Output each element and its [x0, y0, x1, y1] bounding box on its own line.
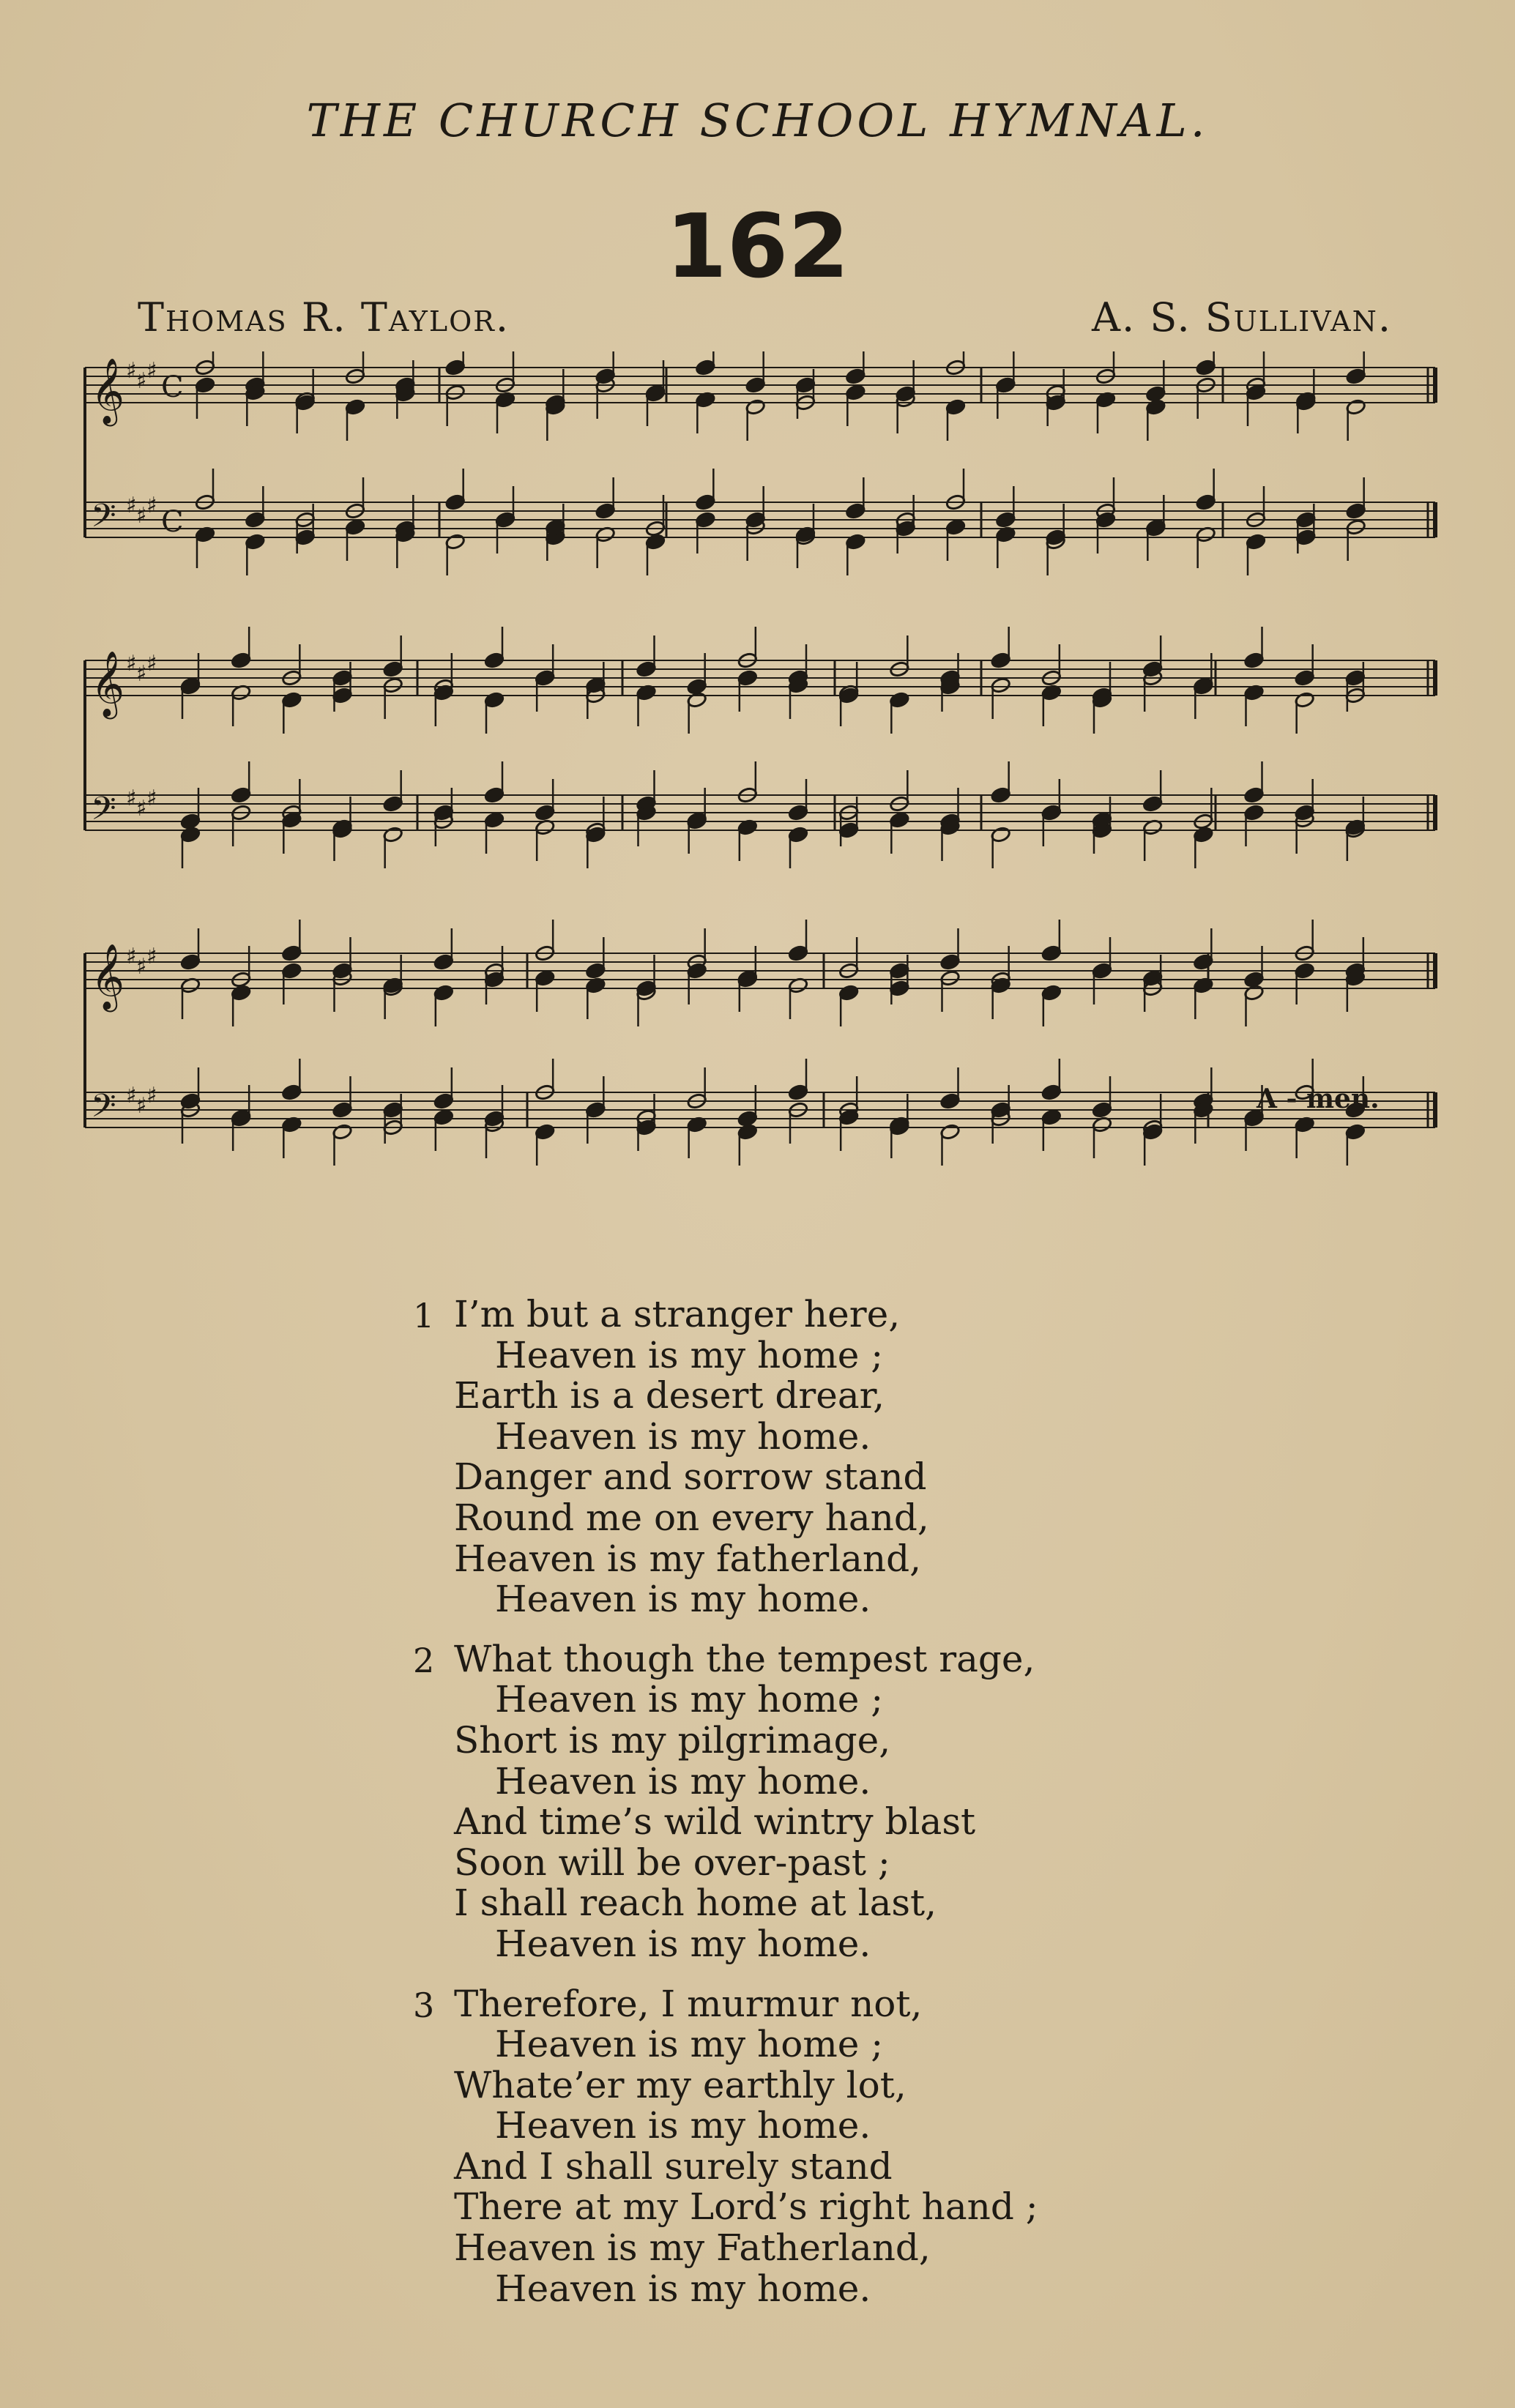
verse-2: [413, 1637, 1038, 1965]
verse-line: Whate’er my earthly lot,: [454, 2063, 907, 2106]
sharp-icon: ♯: [126, 651, 137, 676]
verse-line: Soon will be over-past ;: [454, 1841, 890, 1884]
time-signature: C: [161, 505, 184, 539]
verse-line: I shall reach home at last,: [454, 1882, 937, 1925]
verse-line: Heaven is my Fatherland,: [454, 2226, 931, 2270]
verse-line: Heaven is my home ;: [495, 1678, 884, 1721]
verse-line: Heaven is my home.: [495, 2267, 871, 2310]
sharp-icon: ♯: [136, 368, 147, 394]
verse-line: Heaven is my home ;: [495, 1333, 884, 1376]
sharp-icon: ♯: [136, 661, 147, 687]
sharp-icon: ♯: [126, 358, 137, 384]
verse-line: Round me on every hand,: [454, 1496, 929, 1539]
running-head: THE CHURCH SCHOOL HYMNAL.: [306, 94, 1209, 147]
sharp-icon: ♯: [126, 1083, 137, 1108]
verse-number: 1: [413, 1296, 435, 1335]
verse-line: And time’s wild wintry blast: [454, 1800, 976, 1844]
treble-clef-icon: 𝄞: [91, 358, 125, 424]
sharp-icon: ♯: [136, 954, 147, 980]
verse-line: There at my Lord’s right hand ;: [454, 2185, 1038, 2229]
time-signature: C: [161, 370, 184, 404]
hymn-number: 162: [666, 196, 849, 298]
verse-line: Heaven is my home.: [495, 1922, 871, 1965]
music-score: [81, 351, 1443, 1274]
treble-clef-icon: 𝄞: [91, 651, 125, 717]
sharp-icon: ♯: [136, 796, 147, 821]
verse-line: I’m but a stranger here,: [454, 1293, 901, 1335]
verse-line: And I shall surely stand: [454, 2144, 893, 2188]
verse-line: What though the tempest rage,: [454, 1637, 1035, 1680]
verse-line: Heaven is my home.: [495, 1578, 871, 1621]
sharp-icon: ♯: [126, 493, 137, 518]
verse-number: 2: [413, 1640, 435, 1680]
verse-line: Heaven is my home ;: [495, 2023, 884, 2066]
sharp-icon: ♯: [146, 786, 157, 811]
sharp-icon: ♯: [126, 944, 137, 969]
bass-clef-icon: 𝄢: [91, 789, 116, 835]
verse-line: Short is my pilgrimage,: [454, 1718, 891, 1762]
verse-line: Danger and sorrow stand: [454, 1455, 927, 1499]
bass-clef-icon: 𝄢: [91, 1086, 116, 1133]
sharp-icon: ♯: [146, 1083, 157, 1108]
verse-1: [413, 1293, 1038, 1621]
sharp-icon: ♯: [146, 358, 157, 384]
verses: [413, 1293, 1038, 2328]
sharp-icon: ♯: [136, 1093, 147, 1119]
verse-line: Earth is a desert drear,: [454, 1374, 885, 1417]
verse-line: Heaven is my home.: [495, 2104, 871, 2147]
amen-label: A - men.: [1257, 1084, 1380, 1114]
composer-credit: A. S. Sullivan.: [1092, 294, 1392, 340]
verse-number: 3: [413, 1985, 435, 2025]
verse-3: [413, 1982, 1038, 2310]
verse-line: Heaven is my home.: [495, 1759, 871, 1803]
bass-clef-icon: 𝄢: [91, 496, 116, 543]
verse-line: Heaven is my home.: [495, 1414, 871, 1458]
verse-line: Heaven is my fatherland,: [454, 1537, 922, 1580]
verse-line: Therefore, I murmur not,: [454, 1982, 923, 2025]
author-credit: Thomas R. Taylor.: [138, 294, 510, 340]
treble-clef-icon: 𝄞: [91, 944, 125, 1010]
sharp-icon: ♯: [146, 944, 157, 969]
sharp-icon: ♯: [126, 786, 137, 811]
sharp-icon: ♯: [146, 493, 157, 518]
sharp-icon: ♯: [146, 651, 157, 676]
sharp-icon: ♯: [136, 503, 147, 529]
